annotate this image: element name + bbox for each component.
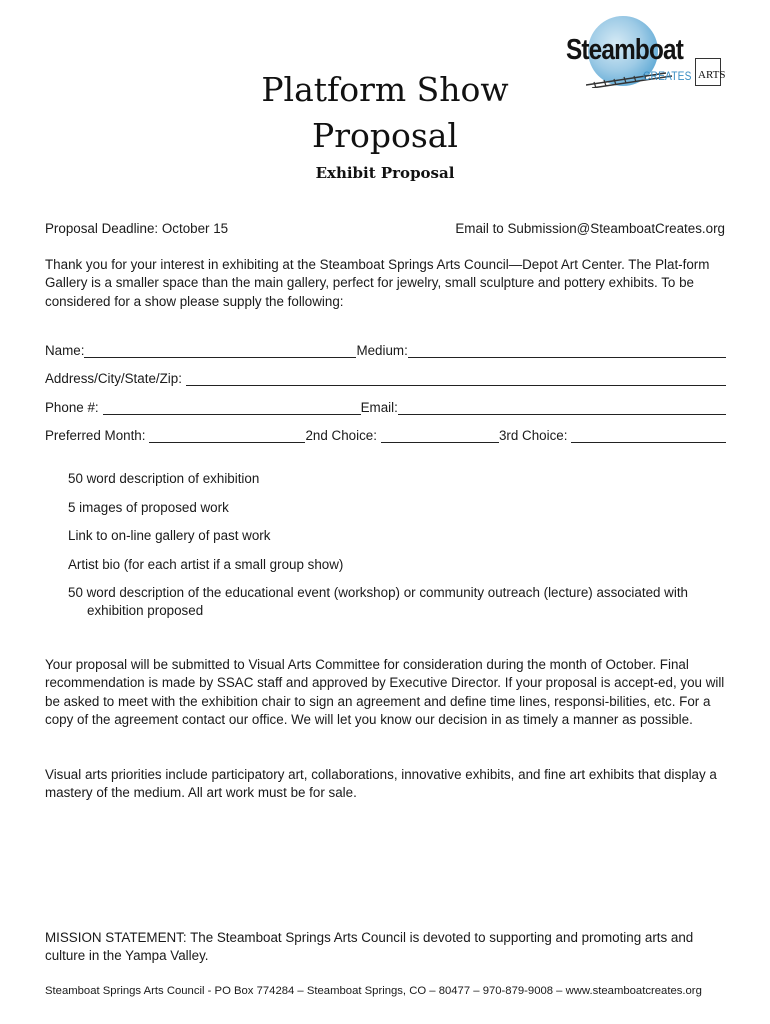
- second-choice-field[interactable]: [381, 427, 499, 443]
- third-choice-label: 3rd Choice:: [498, 428, 568, 443]
- phone-field[interactable]: [103, 399, 361, 415]
- month-choice-row: [45, 423, 726, 443]
- submission-email: Email to Submission@SteamboatCreates.org: [455, 221, 725, 236]
- mission-statement: MISSION STATEMENT: The Steamboat Springs Arts Council is devoted to supporting and promoting arts and culture in the Yampa Valley.: [45, 930, 694, 964]
- list-item-line2: exhibition proposed: [87, 603, 204, 618]
- preferred-month-label: Preferred Month:: [45, 428, 146, 443]
- process-paragraph: Your proposal will be submitted to Visual Arts Committee for consideration during the month of October. Final recommendation is made by SSAC staff and approved by Executive Director. If your proposal is accept-ed, you will be asked to meet with the exhibition chair to sign an agreement and define time lines, responsi-bilities, etc. For a copy of the agreement contact our office. We will let you know our decision in as timely a manner as possible.: [45, 657, 725, 727]
- requirements-list: [68, 470, 728, 631]
- address-label: Address/City/State/Zip:: [45, 371, 182, 386]
- medium-label: Medium:: [356, 343, 408, 358]
- medium-field[interactable]: [408, 342, 726, 358]
- priorities-paragraph: Visual arts priorities include participatory art, collaborations, innovative exhibits, and fine art exhibits that display a mastery of the medium. All art work must be for sale.: [45, 767, 717, 801]
- arts-badge-text: ARTS: [698, 69, 726, 81]
- address-field[interactable]: [186, 370, 726, 386]
- name-field[interactable]: [84, 342, 356, 358]
- page-subtitle: Exhibit Proposal: [315, 164, 455, 182]
- email-field[interactable]: [398, 399, 726, 415]
- list-item: 5 images of proposed work: [68, 499, 229, 515]
- proposal-deadline: Proposal Deadline: October 15: [45, 221, 229, 236]
- list-item: Link to on-line gallery of past work: [68, 528, 271, 543]
- list-item: Artist bio (for each artist if a small group show): [68, 556, 344, 572]
- second-choice-label: 2nd Choice:: [305, 428, 377, 443]
- list-item-line1: 50 word description of the educational event (workshop) or community outreach (lecture) associated with: [68, 585, 688, 600]
- footer-contact: Steamboat Springs Arts Council - PO Box 774284 – Steamboat Springs, CO – 80477 – 970-879-9008 – www.steamboatcreates.org: [45, 985, 702, 997]
- list-item: [68, 584, 728, 620]
- address-row: [45, 366, 726, 386]
- name-label: Name:: [45, 343, 85, 358]
- page-title-line2: Proposal: [311, 116, 458, 155]
- page-title-line1: Platform Show: [261, 70, 509, 109]
- logo-wordmark: Steamboat: [566, 34, 683, 66]
- intro-paragraph: Thank you for your interest in exhibiting at the Steamboat Springs Arts Council—Depot Art Center. The Plat-form Gallery is a smaller space than the main gallery, perfect for jewelry, small sculpture and pottery exhibits. To be considered for a show please supply the following:: [45, 257, 710, 309]
- name-medium-row: [45, 338, 726, 358]
- preferred-month-field[interactable]: [149, 427, 305, 443]
- phone-email-row: [45, 395, 726, 415]
- third-choice-field[interactable]: [571, 427, 726, 443]
- email-label: Email:: [360, 400, 398, 415]
- logo-tagline: CREATES: [643, 69, 692, 83]
- phone-label: Phone #:: [45, 400, 99, 415]
- list-item: 50 word description of exhibition: [68, 471, 260, 486]
